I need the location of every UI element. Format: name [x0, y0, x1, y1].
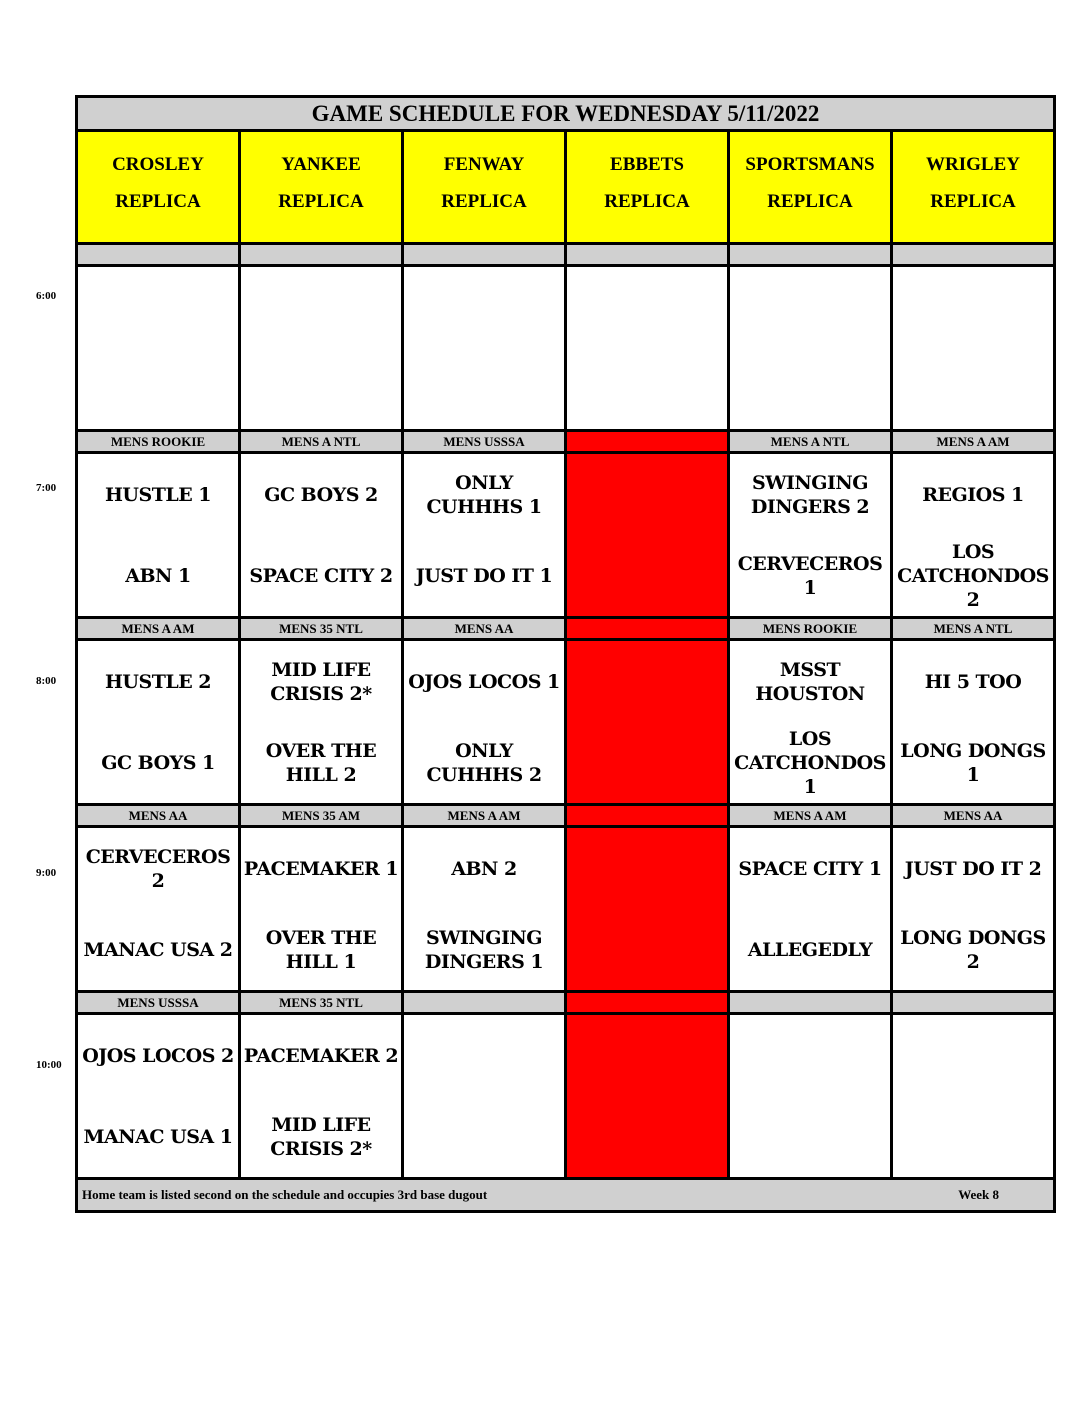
division-label — [566, 431, 729, 453]
field-sub: REPLICA — [115, 191, 201, 212]
away-team: REGIOS 1 — [922, 483, 1024, 506]
division-label — [566, 805, 729, 827]
game-cell — [892, 266, 1055, 431]
division-label — [729, 992, 892, 1014]
game-cell — [729, 640, 892, 805]
spacer-cell — [892, 244, 1055, 266]
game-cell — [566, 1014, 729, 1179]
game-cell — [77, 1014, 240, 1179]
footer-cell — [77, 1179, 1055, 1212]
away-team: OJOS LOCOS 2 — [82, 1044, 234, 1067]
schedule-table — [75, 95, 1056, 1213]
game-cell — [729, 453, 892, 618]
schedule-title: GAME SCHEDULE FOR WEDNESDAY 5/11/2022 — [77, 97, 1055, 131]
game-cell — [729, 266, 892, 431]
home-team: OVER THE HILL 2 — [265, 739, 377, 786]
game-cell — [566, 827, 729, 992]
away-team: HUSTLE 1 — [104, 483, 212, 506]
game-cell — [77, 453, 240, 618]
game-cell — [240, 266, 403, 431]
field-name: YANKEE — [281, 154, 361, 175]
away-team: OJOS LOCOS 1 — [408, 670, 560, 693]
away-team: HI 5 TOO — [924, 670, 1022, 693]
field-header — [240, 131, 403, 244]
game-cell — [403, 827, 566, 992]
division-label: MENS AA — [892, 805, 1055, 827]
away-team: ABN 2 — [451, 857, 517, 880]
away-team: HUSTLE 2 — [104, 670, 212, 693]
game-cell — [240, 827, 403, 992]
division-label — [403, 992, 566, 1014]
week-label: Week 8 — [958, 1187, 1000, 1202]
division-label: MENS A AM — [403, 805, 566, 827]
division-label — [566, 618, 729, 640]
field-sub: REPLICA — [278, 191, 364, 212]
field-sub: REPLICA — [604, 191, 690, 212]
spacer-cell — [77, 244, 240, 266]
division-row — [77, 992, 1055, 1014]
game-cell — [892, 640, 1055, 805]
division-label: MENS A NTL — [240, 431, 403, 453]
game-cell — [77, 266, 240, 431]
division-label — [566, 992, 729, 1014]
away-team: MSST HOUSTON — [755, 658, 865, 705]
home-team: OVER THE HILL 1 — [265, 926, 377, 973]
away-team: SPACE CITY 1 — [738, 857, 882, 880]
division-label: MENS ROOKIE — [77, 431, 240, 453]
game-cell — [566, 453, 729, 618]
away-team: JUST DO IT 2 — [904, 857, 1042, 880]
division-label: MENS A AM — [892, 431, 1055, 453]
division-label: MENS 35 NTL — [240, 618, 403, 640]
division-label: MENS AA — [77, 805, 240, 827]
division-label — [892, 992, 1055, 1014]
field-header — [566, 131, 729, 244]
home-team: SWINGING DINGERS 1 — [424, 926, 544, 973]
division-label: MENS 35 AM — [240, 805, 403, 827]
home-team: MID LIFE CRISIS 2* — [270, 1113, 372, 1160]
time-label-7: 7:00 — [36, 482, 57, 494]
field-header — [729, 131, 892, 244]
title-row — [77, 97, 1055, 131]
division-label: MENS A NTL — [729, 431, 892, 453]
game-cell — [77, 827, 240, 992]
field-sub: REPLICA — [441, 191, 527, 212]
away-team: SWINGING DINGERS 2 — [750, 471, 870, 518]
spacer-cell — [566, 244, 729, 266]
game-cell — [892, 453, 1055, 618]
home-team: GC BOYS 1 — [101, 751, 215, 774]
game-row — [77, 640, 1055, 805]
home-team: ALLEGEDLY — [747, 938, 873, 961]
division-label: MENS A AM — [729, 805, 892, 827]
home-team: LONG DONGS 2 — [900, 926, 1046, 973]
spacer-cell — [403, 244, 566, 266]
game-row — [77, 266, 1055, 431]
game-cell — [77, 640, 240, 805]
game-cell — [240, 640, 403, 805]
time-label-10: 10:00 — [36, 1059, 62, 1071]
away-team: PACEMAKER 2 — [243, 1044, 399, 1067]
game-cell — [892, 827, 1055, 992]
game-cell — [729, 827, 892, 992]
division-label: MENS A AM — [77, 618, 240, 640]
footer-note: Home team is listed second on the schedule and occupies 3rd base dugout — [82, 1187, 488, 1202]
division-label: MENS USSSA — [403, 431, 566, 453]
field-sub: REPLICA — [767, 191, 853, 212]
field-name: WRIGLEY — [926, 154, 1020, 175]
game-cell — [240, 1014, 403, 1179]
division-row — [77, 431, 1055, 453]
field-header — [77, 131, 240, 244]
game-cell — [403, 640, 566, 805]
away-team: PACEMAKER 1 — [243, 857, 399, 880]
spacer-row — [77, 244, 1055, 266]
field-sub: REPLICA — [930, 191, 1016, 212]
time-label-8: 8:00 — [36, 675, 57, 687]
away-team: CERVECEROS 2 — [85, 845, 231, 892]
field-name: CROSLEY — [112, 154, 204, 175]
time-label-6: 6:00 — [36, 290, 57, 302]
spacer-cell — [729, 244, 892, 266]
game-row — [77, 453, 1055, 618]
game-cell — [729, 1014, 892, 1179]
away-team: ONLY CUHHHS 1 — [426, 471, 542, 518]
home-team: ONLY CUHHHS 2 — [426, 739, 542, 786]
home-team: SPACE CITY 2 — [249, 564, 393, 587]
division-label: MENS ROOKIE — [729, 618, 892, 640]
home-team: MANAC USA 2 — [83, 938, 233, 961]
home-team: LONG DONGS 1 — [900, 739, 1046, 786]
away-team: GC BOYS 2 — [264, 483, 378, 506]
division-label: MENS AA — [403, 618, 566, 640]
division-label: MENS USSSA — [77, 992, 240, 1014]
game-cell — [403, 266, 566, 431]
spacer-cell — [240, 244, 403, 266]
division-row — [77, 618, 1055, 640]
division-label: MENS A NTL — [892, 618, 1055, 640]
home-team: ABN 1 — [125, 564, 191, 587]
game-cell — [892, 1014, 1055, 1179]
field-header — [403, 131, 566, 244]
game-cell — [566, 266, 729, 431]
game-row — [77, 1014, 1055, 1179]
field-name: FENWAY — [443, 154, 525, 175]
home-team: MANAC USA 1 — [83, 1125, 233, 1148]
game-cell — [240, 453, 403, 618]
game-cell — [403, 1014, 566, 1179]
field-header-row — [77, 131, 1055, 244]
home-team: LOS CATCHONDOS 1 — [734, 727, 886, 798]
game-cell — [566, 640, 729, 805]
game-row — [77, 827, 1055, 992]
field-header — [892, 131, 1055, 244]
field-name: EBBETS — [610, 154, 684, 175]
away-team: MID LIFE CRISIS 2* — [270, 658, 372, 705]
division-row — [77, 805, 1055, 827]
time-label-9: 9:00 — [36, 867, 57, 879]
field-name: SPORTSMANS — [745, 154, 875, 175]
footer-row — [77, 1179, 1055, 1212]
division-label: MENS 35 NTL — [240, 992, 403, 1014]
home-team: CERVECEROS 1 — [737, 552, 883, 599]
home-team: JUST DO IT 1 — [415, 564, 553, 587]
game-cell — [403, 453, 566, 618]
home-team: LOS CATCHONDOS 2 — [897, 540, 1049, 611]
